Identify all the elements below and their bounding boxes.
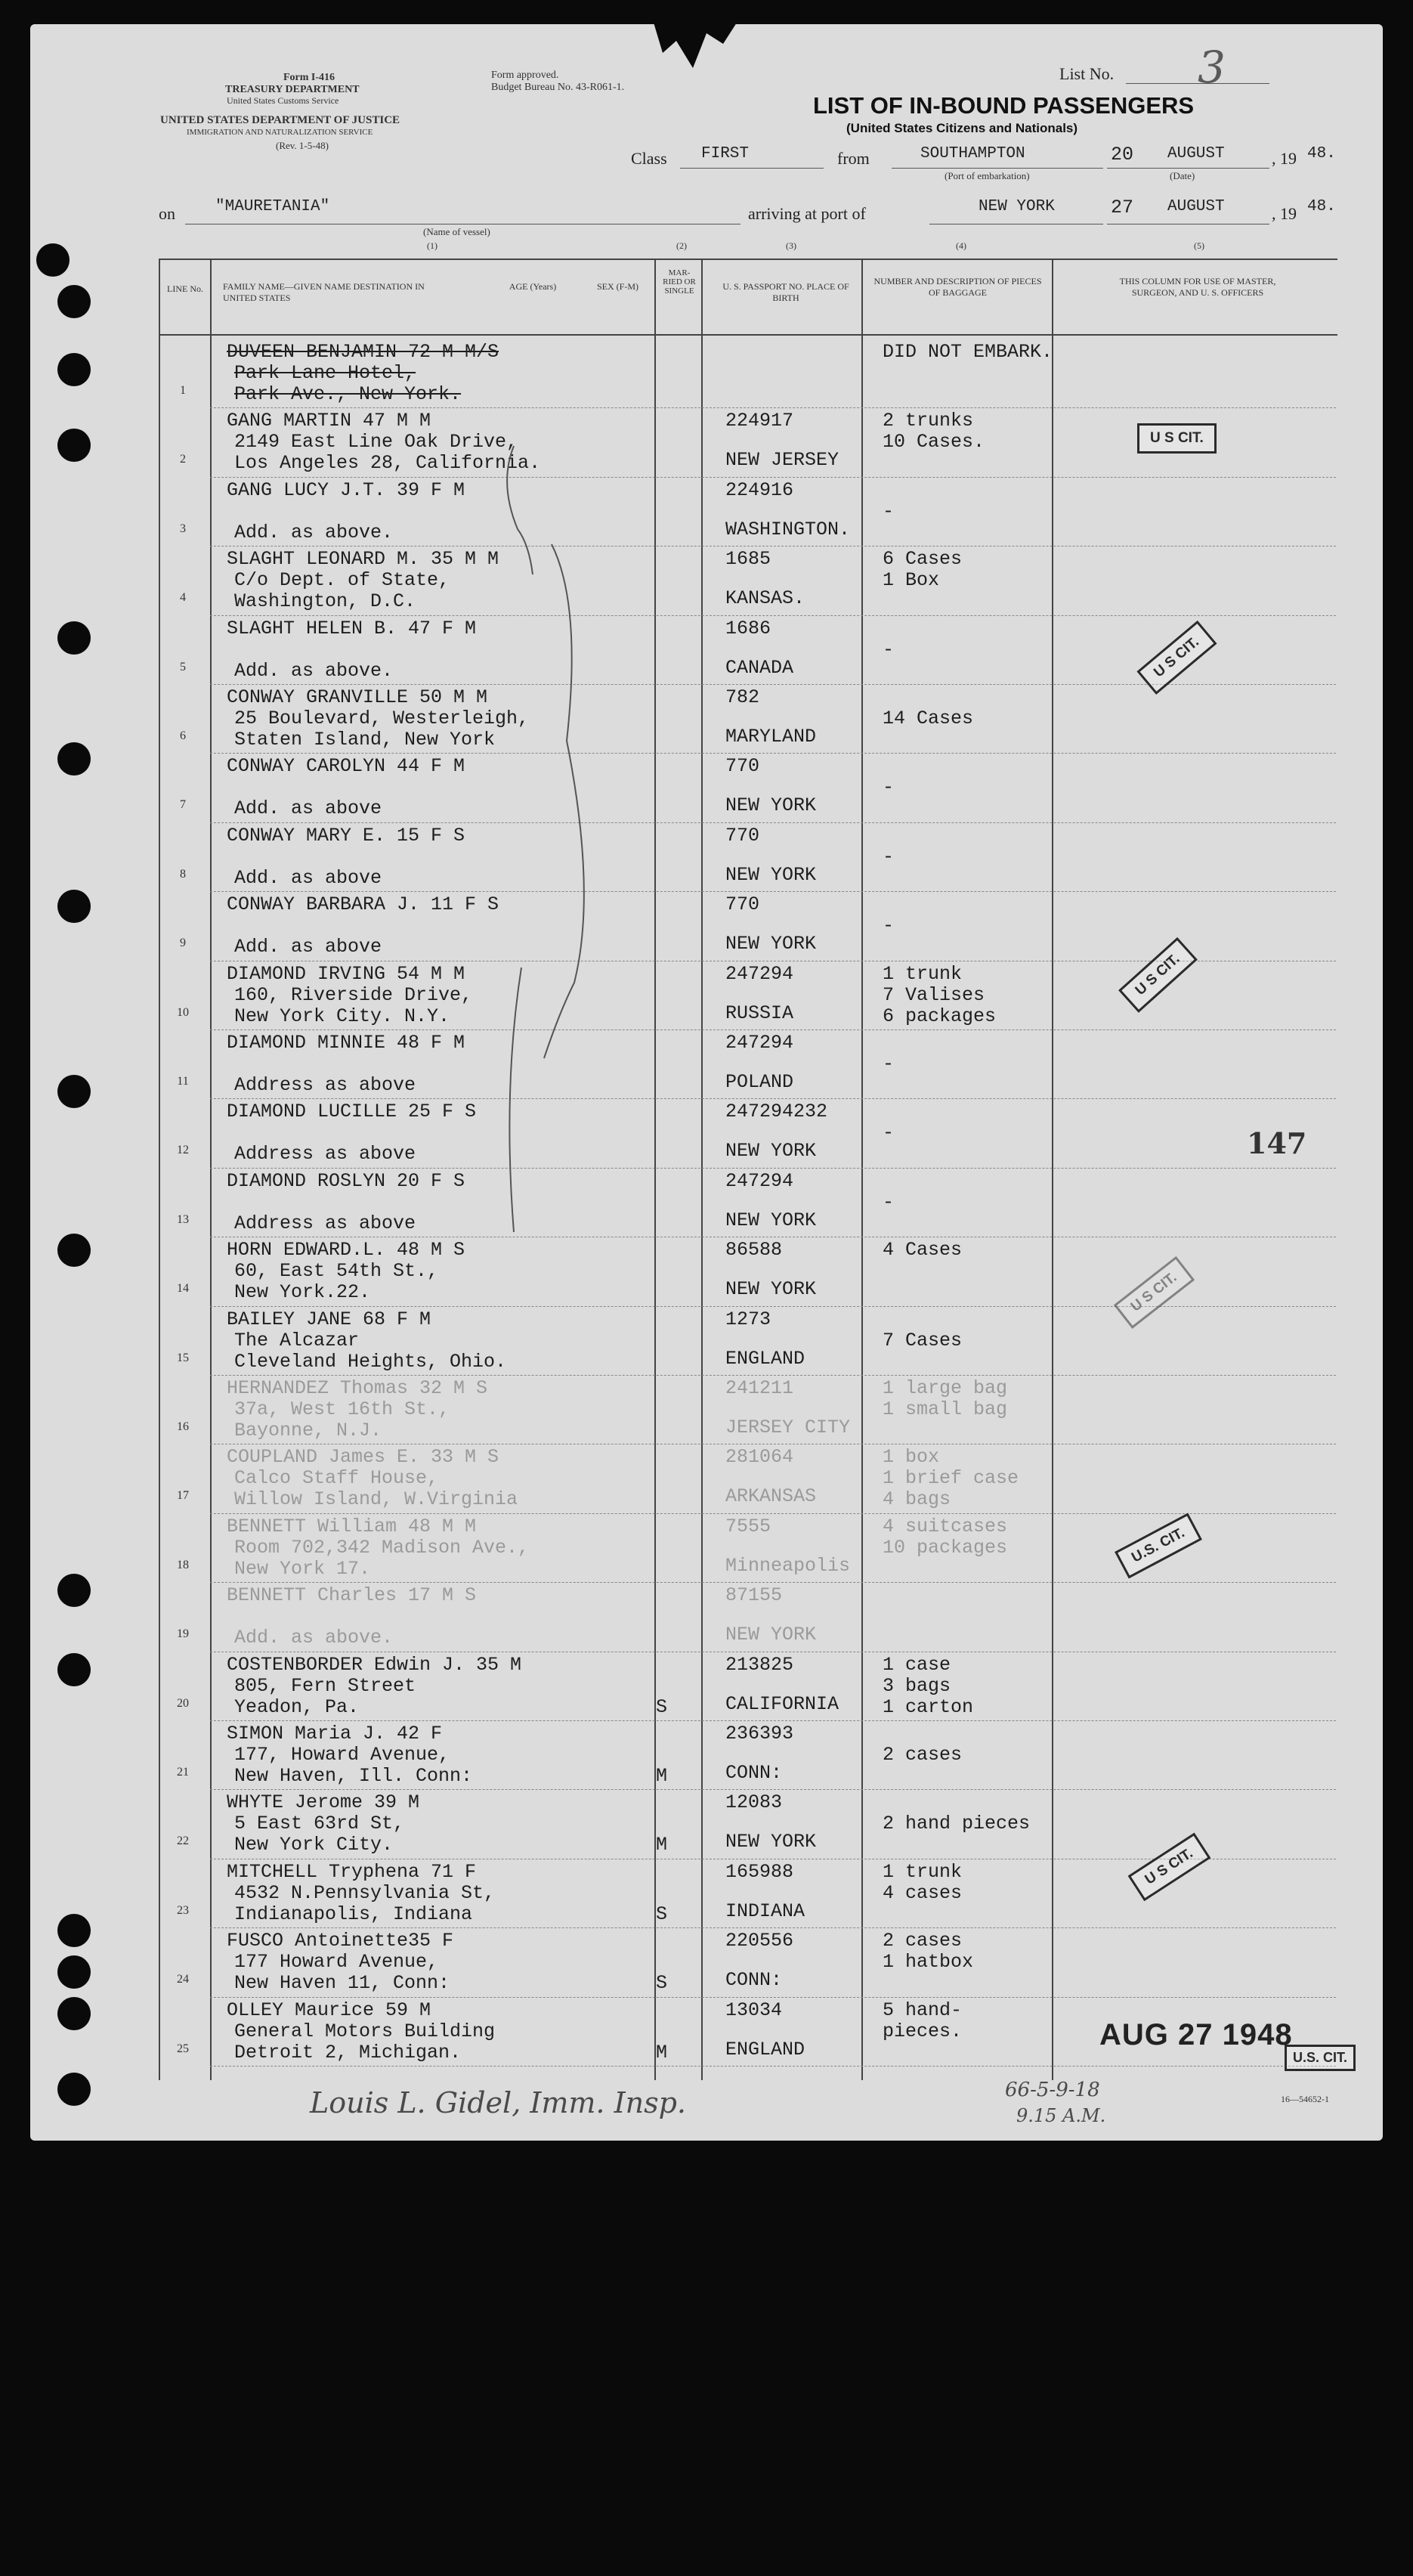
col-header-age: AGE (Years) [509, 281, 557, 292]
place-of-birth: ARKANSAS [725, 1485, 817, 1508]
place-of-birth: NEW YORK [725, 933, 817, 955]
address-line-2: New Haven 11, Conn: [234, 1972, 450, 1995]
address-line-1: General Motors Building [234, 2020, 496, 2042]
address-line-1: 2149 East Line Oak Drive, [234, 431, 518, 454]
address-line-1: 60, East 54th St., [234, 1260, 439, 1283]
passport-number: 247294 [725, 1169, 794, 1192]
passenger-name-line: SLAGHT HELEN B. 47 F M [227, 617, 477, 639]
place-of-birth: NEW YORK [725, 1831, 817, 1853]
punch-hole [57, 2073, 91, 2106]
line-number: 14 [177, 1282, 189, 1296]
passenger-name-line: CONWAY MARY E. 15 F S [227, 824, 465, 847]
punch-hole [57, 1075, 91, 1108]
line-number: 24 [177, 1973, 189, 1986]
baggage-line-1: 1 box [883, 1446, 940, 1469]
row-divider [210, 1306, 1336, 1307]
passenger-name-line: DIAMOND MINNIE 48 F M [227, 1032, 465, 1054]
line-number: 3 [180, 522, 186, 535]
passport-number: 770 [725, 893, 760, 916]
inspector-signature: Louis L. Gidel, Imm. Insp. [310, 2086, 686, 2119]
address-line-1: The Alcazar [234, 1329, 360, 1351]
port-underline [892, 168, 1103, 169]
punch-hole [57, 1574, 91, 1607]
passenger-name-line: COUPLAND James E. 33 M S [227, 1446, 499, 1469]
row-divider [210, 1375, 1336, 1376]
passport-number: 782 [725, 686, 760, 708]
passenger-name-line: FUSCO Antoinette35 F [227, 1930, 454, 1952]
baggage-line-2: pieces. [883, 2020, 963, 2042]
torn-notch [654, 23, 737, 83]
passport-number: 7555 [725, 1515, 771, 1537]
customs-service: United States Customs Service [227, 95, 339, 106]
baggage-line-1: 6 Cases [883, 548, 963, 571]
passenger-name-line: DIAMOND IRVING 54 M M [227, 962, 465, 985]
row-divider [210, 1997, 1336, 1998]
address-line-1: 160, Riverside Drive, [234, 983, 473, 1006]
port-embark: SOUTHAMPTON [920, 145, 1025, 163]
date-underline [1107, 168, 1269, 169]
address-line-1: C/o Dept. of State, [234, 569, 450, 592]
row-divider [210, 407, 1336, 408]
punch-hole [57, 1234, 91, 1267]
address-line-2: Detroit 2, Michigan. [234, 2041, 462, 2064]
col-header-baggage: NUMBER AND DESCRIPTION OF PIECES OF BAGGAGE [873, 276, 1042, 298]
col-rule-sex [654, 259, 656, 2080]
list-no-value: 3 [1198, 42, 1226, 93]
on-label: on [159, 204, 175, 223]
row-divider [210, 1098, 1336, 1099]
col-header-sex: SEX (F-M) [596, 281, 638, 292]
passenger-name-line: MITCHELL Tryphena 71 F [227, 1860, 477, 1883]
baggage-line-2: 2 hand pieces [883, 1813, 1031, 1835]
class-underline [680, 168, 824, 169]
address-line-2: New York City. N.Y. [234, 1005, 450, 1027]
address-line-1: 5 East 63rd St, [234, 1813, 405, 1835]
address-line-2: Add. as above. [234, 521, 394, 543]
address-line-2: Bayonne, N.J. [234, 1420, 382, 1441]
col-rule-baggage [1052, 259, 1053, 2080]
passport-number: 241211 [725, 1377, 794, 1399]
line-number: 13 [177, 1212, 189, 1226]
col-number-1: (1) [427, 240, 438, 251]
line-number: 2 [180, 453, 186, 466]
address-line-2: Park Ave., New York. [234, 383, 462, 405]
row-divider [210, 2066, 1336, 2067]
depart-year: 48. [1307, 145, 1336, 163]
us-cit-stamp: U.S. CIT. [1285, 2045, 1356, 2071]
punch-hole [57, 429, 91, 462]
place-of-birth: NEW YORK [725, 1624, 817, 1646]
place-of-birth: JERSEY CITY [725, 1416, 851, 1438]
passenger-name-line: SLAGHT LEONARD M. 35 M M [227, 548, 499, 571]
row-divider [210, 1927, 1336, 1928]
row-divider [210, 1029, 1336, 1030]
budget-bureau: Budget Bureau No. 43-R061-1. [491, 82, 625, 93]
baggage-line-2: 14 Cases [883, 707, 974, 729]
line-number: 23 [177, 1903, 189, 1917]
row-divider [210, 891, 1336, 892]
address-line-2: Address as above [234, 1074, 416, 1096]
list-no-label: List No. [1059, 64, 1115, 83]
port-embark-caption: (Port of embarkation) [945, 170, 1030, 181]
page-title: LIST OF IN-BOUND PASSENGERS [813, 92, 1195, 119]
passenger-name-line: DUVEEN BENJAMIN 72 M M/S [227, 341, 499, 363]
line-number: 21 [177, 1766, 189, 1779]
baggage-line-2: 7 Valises [883, 983, 985, 1006]
line-number: 1 [180, 384, 186, 397]
row-divider [210, 1513, 1336, 1514]
passport-number: 770 [725, 755, 760, 778]
address-line-1: Calco Staff House, [234, 1467, 439, 1490]
col-number-4: (4) [956, 240, 966, 251]
passenger-name-line: DIAMOND ROSLYN 20 F S [227, 1169, 465, 1192]
address-line-2: New York 17. [234, 1557, 371, 1580]
table-left-rule [159, 259, 160, 2080]
us-cit-stamp: U.S. CIT. [1115, 1513, 1202, 1579]
baggage-line-2: 7 Cases [883, 1329, 963, 1351]
place-of-birth: NEW YORK [725, 1140, 817, 1163]
passport-number: 770 [725, 824, 760, 847]
address-line-2: Los Angeles 28, California. [234, 452, 541, 475]
address-line-2: Willow Island, W.Virginia [234, 1488, 518, 1511]
line-number: 8 [180, 867, 186, 881]
line-number: 4 [180, 591, 186, 605]
married-status: M [656, 1834, 668, 1856]
year-prefix: , 19 [1272, 149, 1297, 168]
place-of-birth: NEW JERSEY [725, 449, 839, 472]
passport-number: 1686 [725, 617, 771, 639]
passport-number: 87155 [725, 1584, 783, 1607]
row-divider [210, 822, 1336, 823]
col-header-line: LINE No. [167, 283, 203, 294]
treasury-dept: TREASURY DEPARTMENT [225, 84, 360, 95]
arrival-port: NEW YORK [979, 198, 1055, 215]
arrive-day: 27 [1111, 197, 1134, 218]
address-line-2: Washington, D.C. [234, 590, 416, 613]
inspection-time: 9.15 A.M. [1016, 2105, 1106, 2126]
row-divider [210, 615, 1336, 616]
baggage-line-1: 2 trunks [883, 410, 974, 432]
arrive-year: 48. [1307, 198, 1336, 215]
punch-hole [57, 621, 91, 655]
married-status: S [656, 1972, 668, 1995]
address-line-1: 177 Howard Avenue, [234, 1951, 439, 1974]
address-line-2: Yeadon, Pa. [234, 1695, 360, 1718]
baggage-line-2: - [883, 638, 895, 661]
address-line-2: Address as above [234, 1212, 416, 1234]
us-cit-stamp: U S CIT. [1118, 937, 1198, 1013]
place-of-birth: NEW YORK [725, 1209, 817, 1231]
line-number: 15 [177, 1351, 189, 1364]
passport-number: 213825 [725, 1653, 794, 1676]
place-of-birth: Minneapolis [725, 1554, 851, 1577]
line-number: 16 [177, 1420, 189, 1433]
passenger-name-line: HERNANDEZ Thomas 32 M S [227, 1377, 488, 1399]
place-of-birth: NEW YORK [725, 1278, 817, 1301]
baggage-line-3: 1 carton [883, 1695, 974, 1718]
passenger-name-line: WHYTE Jerome 39 M [227, 1791, 420, 1814]
place-of-birth: ENGLAND [725, 2038, 805, 2060]
baggage-line-3: 6 packages [883, 1005, 997, 1027]
address-line-1: 37a, West 16th St., [234, 1398, 450, 1420]
married-status: M [656, 1765, 668, 1787]
address-line-1: 25 Boulevard, Westerleigh, [234, 707, 530, 729]
passport-number: 165988 [725, 1860, 794, 1883]
punch-hole [57, 742, 91, 776]
arrive-year-prefix: , 19 [1272, 204, 1297, 223]
baggage-line-2: - [883, 845, 895, 868]
print-code: 16—54652-1 [1281, 2094, 1329, 2104]
address-line-1: Park Lane Hotel, [234, 362, 416, 384]
married-status: S [656, 1695, 668, 1718]
line-number: 25 [177, 2042, 189, 2055]
punch-hole [57, 1914, 91, 1947]
passport-number: 12083 [725, 1791, 783, 1814]
passport-number: 220556 [725, 1930, 794, 1952]
place-of-birth: NEW YORK [725, 863, 817, 886]
passenger-name-line: SIMON Maria J. 42 F [227, 1723, 443, 1745]
punch-hole [36, 243, 70, 277]
us-cit-stamp: U S CIT. [1128, 1833, 1211, 1902]
vessel-name: "MAURETANIA" [215, 198, 330, 215]
line-number: 12 [177, 1144, 189, 1157]
baggage-line-2: 10 Cases. [883, 431, 985, 454]
address-line-1: 805, Fern Street [234, 1674, 416, 1697]
passenger-name-line: CONWAY CAROLYN 44 F M [227, 755, 465, 778]
col-rule-line [210, 259, 212, 2080]
col-number-2: (2) [676, 240, 687, 251]
address-line-2: Add. as above [234, 797, 382, 820]
line-number: 17 [177, 1489, 189, 1503]
us-cit-stamp-faint: U S CIT. [1114, 1256, 1195, 1329]
row-divider [210, 1582, 1336, 1583]
col-header-name: FAMILY NAME—GIVEN NAME DESTINATION IN UNITED STATES [223, 281, 425, 303]
depart-month: AUGUST [1167, 145, 1225, 163]
line-number: 10 [177, 1005, 189, 1019]
date-caption: (Date) [1170, 170, 1195, 181]
place-of-birth: POLAND [725, 1071, 794, 1093]
col-rule-married [701, 259, 703, 2080]
handwritten-number: 147 [1247, 1126, 1307, 1160]
baggage-line-1: 2 cases [883, 1930, 963, 1952]
baggage-line-2: 1 hatbox [883, 1951, 974, 1974]
passport-number: 247294 [725, 962, 794, 985]
passport-number: 13034 [725, 1999, 783, 2021]
passenger-name-line: BENNETT William 48 M M [227, 1515, 477, 1537]
baggage-line-2: 1 brief case [883, 1467, 1019, 1490]
row-divider [210, 1720, 1336, 1721]
col-rule-passport [861, 259, 863, 2080]
place-of-birth: MARYLAND [725, 726, 817, 748]
place-of-birth: RUSSIA [725, 1002, 794, 1024]
address-line-2: Cleveland Heights, Ohio. [234, 1350, 507, 1373]
married-status: M [656, 2041, 668, 2064]
passenger-name-line: HORN EDWARD.L. 48 M S [227, 1239, 465, 1262]
baggage-line-1: 5 hand- [883, 1999, 963, 2021]
passport-number: 1273 [725, 1308, 771, 1330]
place-of-birth: CANADA [725, 656, 794, 679]
address-line-2: Add. as above [234, 866, 382, 889]
us-cit-stamp: U S CIT. [1136, 621, 1217, 695]
address-line-2: Add. as above [234, 936, 382, 958]
passenger-name-line: CONWAY BARBARA J. 11 F S [227, 893, 499, 916]
form-number: Form I-416 [283, 72, 335, 83]
address-line-2: New York City. [234, 1834, 394, 1856]
table-top-rule [159, 259, 1337, 260]
passport-number: 86588 [725, 1239, 783, 1262]
line-number: 7 [180, 798, 186, 812]
page-subtitle: (United States Citizens and Nationals) [846, 121, 1078, 135]
class-label: Class [631, 149, 667, 168]
passenger-name-line: COSTENBORDER Edwin J. 35 M [227, 1653, 522, 1676]
baggage-line-2: 1 small bag [883, 1398, 1008, 1420]
line-number: 22 [177, 1834, 189, 1848]
passport-number: 224916 [725, 478, 794, 501]
place-of-birth: NEW YORK [725, 794, 817, 817]
col-header-married: MAR-RIED OR SINGLE [663, 268, 696, 296]
ins-service: IMMIGRATION AND NATURALIZATION SERVICE [187, 128, 373, 137]
address-line-2: Add. as above. [234, 659, 394, 682]
passport-number: 281064 [725, 1446, 794, 1469]
punch-hole [57, 890, 91, 923]
place-of-birth: INDIANA [725, 1899, 805, 1922]
revision-date: (Rev. 1-5-48) [276, 140, 329, 151]
baggage-line-2: - [883, 1190, 895, 1213]
passenger-name-line: GANG LUCY J.T. 39 F M [227, 478, 465, 501]
punch-hole [57, 1955, 91, 1989]
baggage-line-1: 4 Cases [883, 1239, 963, 1262]
baggage-line-1: 1 trunk [883, 962, 963, 985]
married-status: S [656, 1903, 668, 1925]
table-header-rule [159, 334, 1337, 336]
form-approved: Form approved. [491, 70, 559, 81]
row-divider [210, 1789, 1336, 1790]
vessel-caption: (Name of vessel) [423, 226, 490, 237]
from-label: from [837, 149, 870, 168]
punch-hole [57, 353, 91, 386]
place-of-birth: WASHINGTON. [725, 518, 851, 540]
passenger-name-line: BAILEY JANE 68 F M [227, 1308, 431, 1330]
address-line-1: Room 702,342 Madison Ave., [234, 1536, 530, 1559]
baggage-line-2: 3 bags [883, 1674, 951, 1697]
dept-justice: UNITED STATES DEPARTMENT OF JUSTICE [160, 114, 400, 126]
baggage-line-1: 1 large bag [883, 1377, 1008, 1399]
date-received-stamp: AUG 27 1948 [1099, 2018, 1293, 2051]
line-number: 19 [177, 1627, 189, 1641]
address-line-2: Add. as above. [234, 1627, 394, 1649]
address-line-2: New York.22. [234, 1281, 371, 1304]
baggage-line-2: 10 packages [883, 1536, 1008, 1559]
address-line-1: 177, Howard Avenue, [234, 1744, 450, 1766]
baggage-line-1: DID NOT EMBARK. [883, 341, 1053, 363]
passenger-name-line: OLLEY Maurice 59 M [227, 1999, 431, 2021]
line-number: 20 [177, 1696, 189, 1710]
place-of-birth: CALIFORNIA [725, 1692, 839, 1715]
col-header-passport: U. S. PASSPORT NO. PLACE OF BIRTH [722, 281, 849, 303]
baggage-line-2: 2 cases [883, 1744, 963, 1766]
baggage-line-1: 4 suitcases [883, 1515, 1008, 1537]
punch-hole [57, 1997, 91, 2030]
address-line-1: 4532 N.Pennsylvania St, [234, 1881, 496, 1904]
passenger-name-line: BENNETT Charles 17 M S [227, 1584, 477, 1607]
passenger-name-line: DIAMOND LUCILLE 25 F S [227, 1101, 477, 1123]
class-value: FIRST [701, 145, 750, 163]
row-divider [210, 1168, 1336, 1169]
depart-day: 20 [1111, 144, 1134, 166]
passport-number: 247294232 [725, 1101, 828, 1123]
arriving-label: arriving at port of [748, 204, 866, 223]
baggage-line-2: - [883, 915, 895, 937]
passport-number: 247294 [725, 1032, 794, 1054]
line-number: 6 [180, 729, 186, 742]
passenger-name-line: GANG MARTIN 47 M M [227, 410, 431, 432]
place-of-birth: ENGLAND [725, 1347, 805, 1370]
place-of-birth: CONN: [725, 1969, 783, 1992]
passport-number: 236393 [725, 1723, 794, 1745]
col-header-officers: THIS COLUMN FOR USE OF MASTER, SURGEON, AND U. S. OFFICERS [1119, 276, 1276, 298]
line-number: 11 [177, 1075, 189, 1088]
address-line-2: Staten Island, New York [234, 729, 496, 751]
baggage-line-2: - [883, 776, 895, 799]
baggage-line-2: - [883, 500, 895, 522]
line-number: 18 [177, 1558, 189, 1571]
col-number-3: (3) [786, 240, 796, 251]
address-line-2: Address as above [234, 1143, 416, 1166]
baggage-line-1: 1 case [883, 1653, 951, 1676]
handwritten-brackets [499, 438, 635, 1270]
baggage-line-2: - [883, 1122, 895, 1144]
baggage-line-2: - [883, 1053, 895, 1075]
passenger-name-line: CONWAY GRANVILLE 50 M M [227, 686, 488, 708]
arrive-month: AUGUST [1167, 198, 1225, 215]
row-divider [210, 753, 1336, 754]
address-line-2: Indianapolis, Indiana [234, 1903, 473, 1925]
inspector-initials: 66-5-9-18 [1005, 2079, 1100, 2101]
line-number: 5 [180, 660, 186, 673]
punch-hole [57, 1653, 91, 1686]
punch-hole [57, 285, 91, 318]
baggage-line-3: 4 bags [883, 1488, 951, 1511]
place-of-birth: CONN: [725, 1762, 783, 1784]
line-number: 9 [180, 937, 186, 950]
baggage-line-2: 4 cases [883, 1881, 963, 1904]
us-cit-stamp: U S CIT. [1137, 423, 1217, 454]
baggage-line-2: 1 Box [883, 569, 940, 592]
passport-number: 1685 [725, 548, 771, 571]
place-of-birth: KANSAS. [725, 587, 805, 610]
col-number-5: (5) [1194, 240, 1204, 251]
passport-number: 224917 [725, 410, 794, 432]
baggage-line-1: 1 trunk [883, 1860, 963, 1883]
row-divider [210, 477, 1336, 478]
address-line-2: New Haven, Ill. Conn: [234, 1765, 473, 1787]
